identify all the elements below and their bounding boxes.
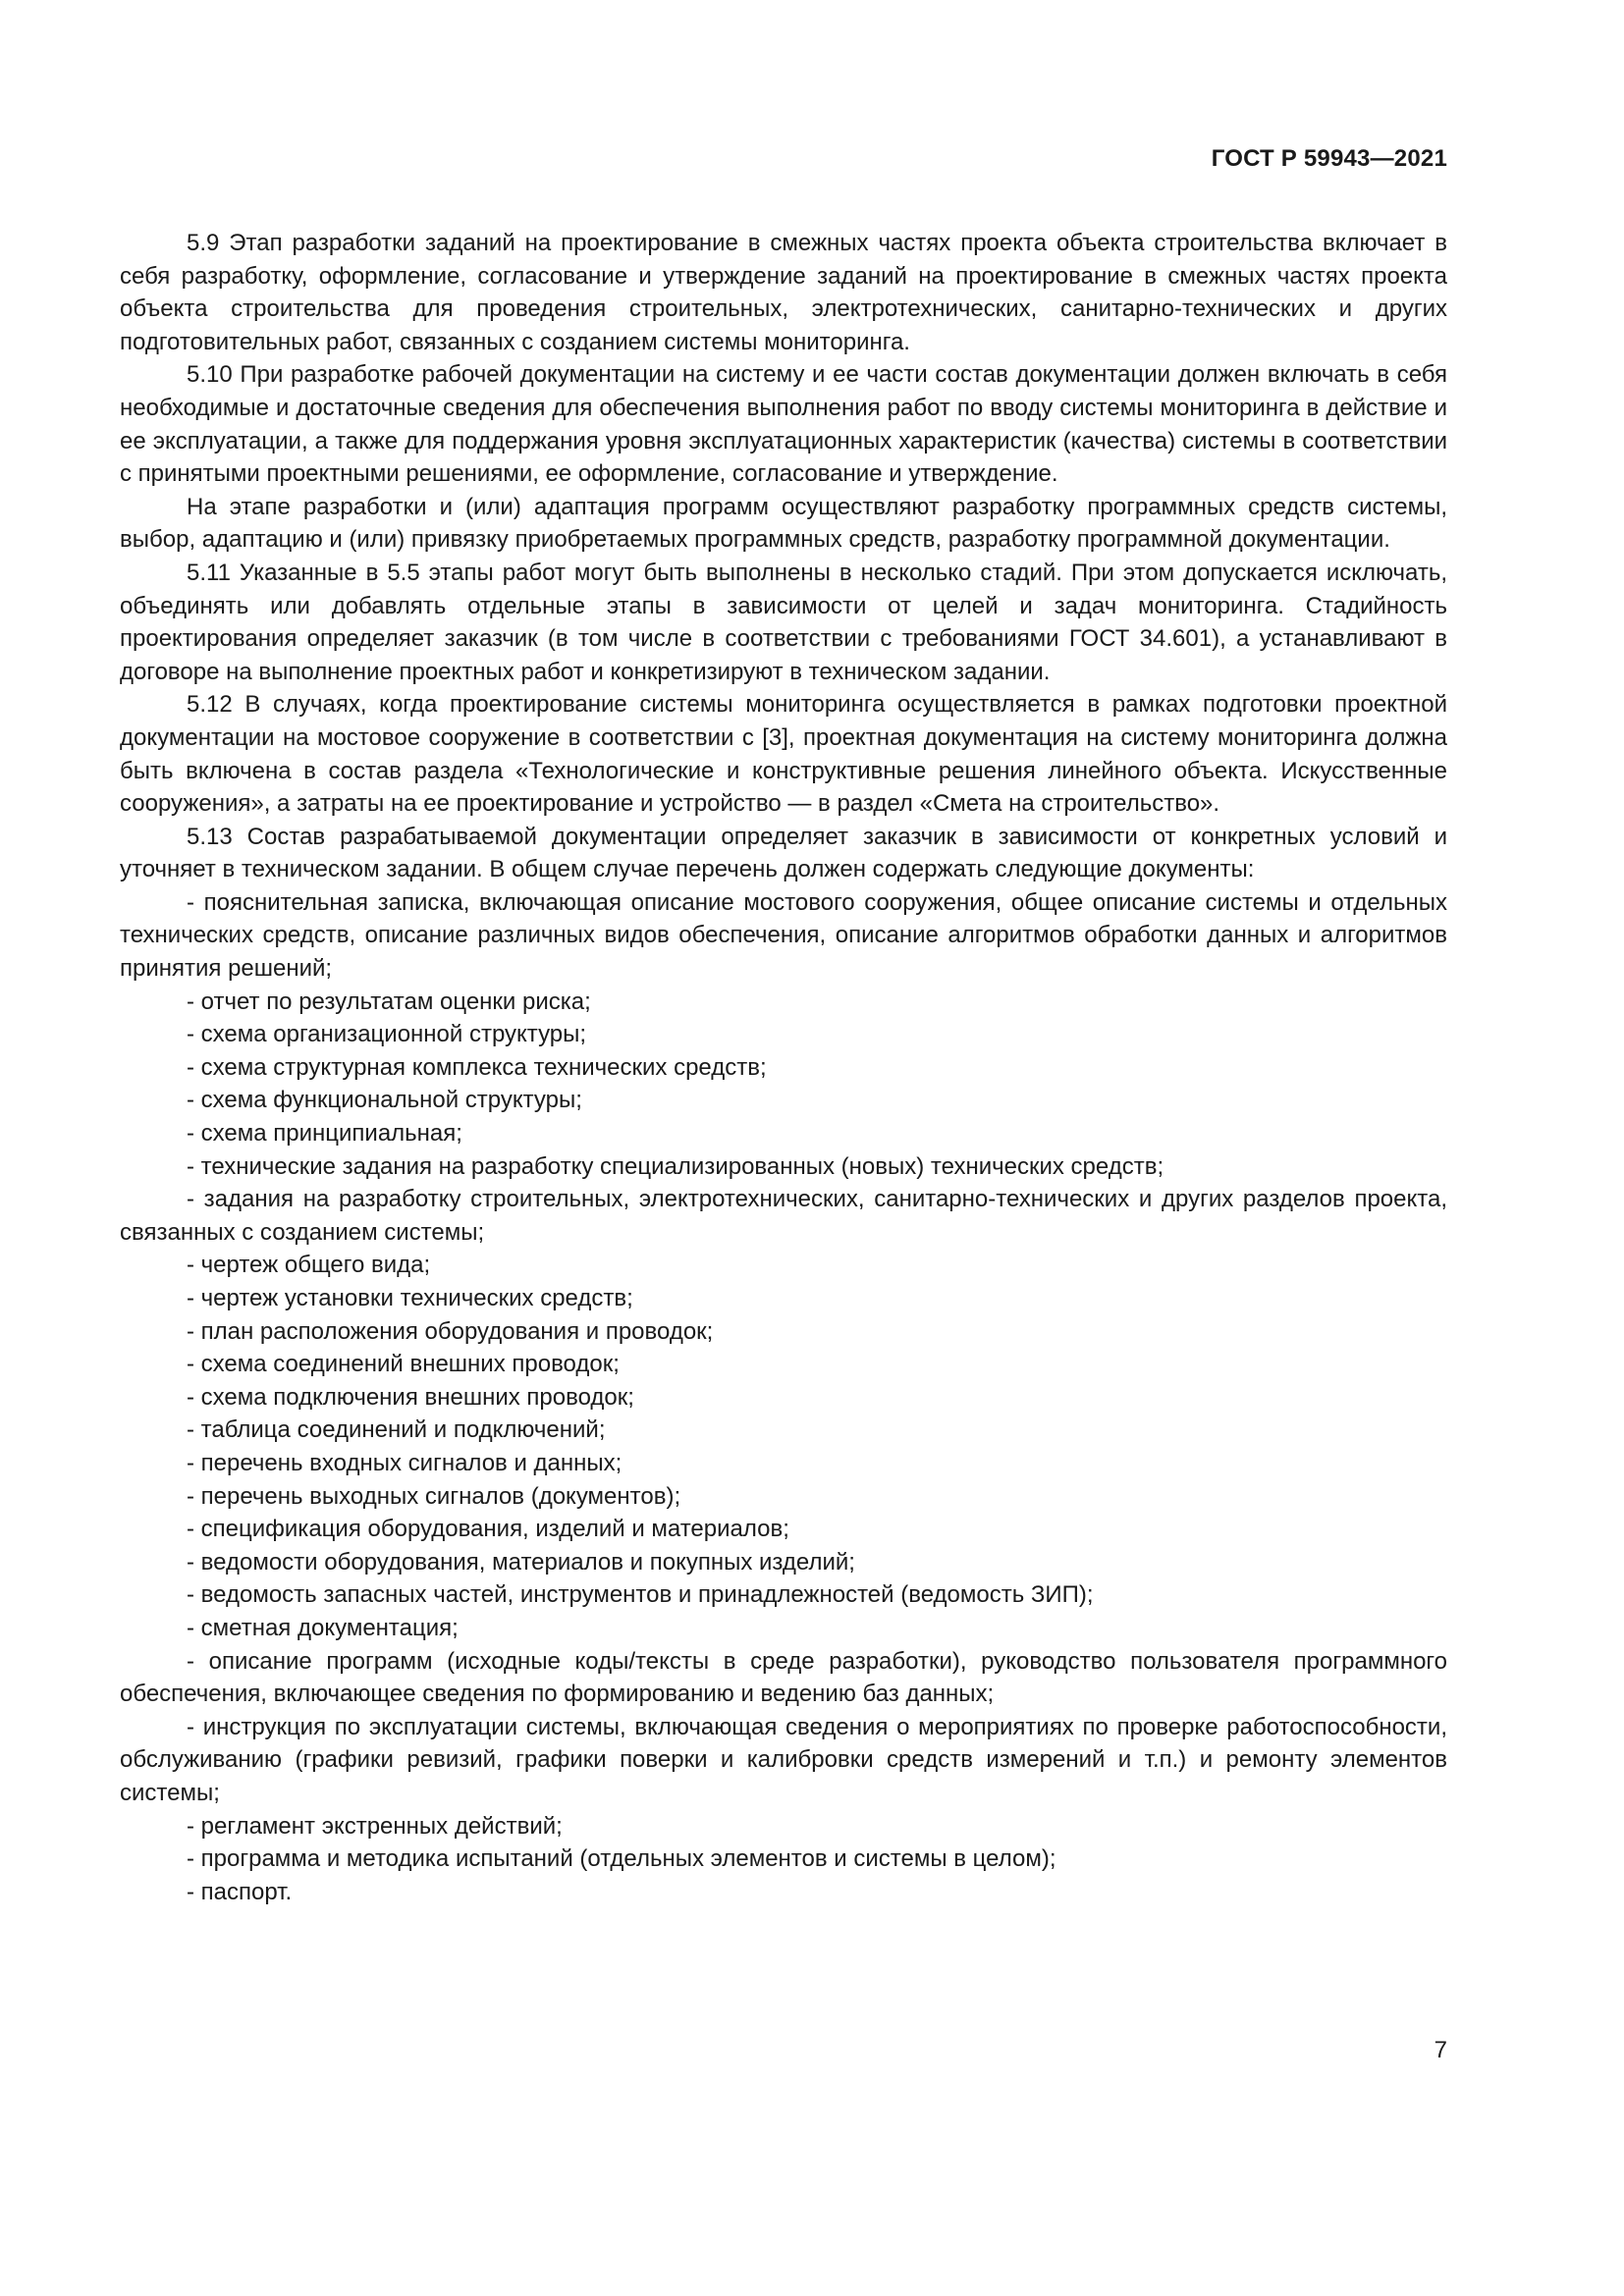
document-list [120, 886, 1447, 1908]
list-item: - ведомости оборудования, материалов и покупных изделий; [187, 1548, 855, 1575]
list-item: - чертеж общего вида; [187, 1252, 431, 1279]
list-item: - план расположения оборудования и проводок; [187, 1317, 714, 1345]
list-item: - перечень входных сигналов и данных; [187, 1449, 623, 1476]
paragraph-5-10: 5.10 При разработке рабочей документации на систему и ее части состав документации должен включать в себя необходимые и достаточные сведения для обеспечения выполнения работ по вводу системы мониторинга в действие и ее эксплуатации, а также для поддержания уровня эксплуатационных характеристик (качества) системы в соответствии с принятыми проектными решениями, ее оформление, согласование и утверждение. [120, 361, 1447, 488]
list-item: - перечень выходных сигналов (документов); [187, 1482, 681, 1510]
list-item: - отчет по результатам оценки риска; [187, 988, 591, 1015]
list-item: - таблица соединений и подключений; [187, 1416, 606, 1444]
list-item: - схема организационной структуры; [187, 1021, 587, 1048]
list-item: - описание программ (исходные коды/тексты в среде разработки), руководство пользователя программного обеспечения, включающее сведения по формированию и ведению баз данных; [120, 1647, 1447, 1708]
document-body [120, 227, 1447, 1908]
paragraph-5-9: 5.9 Этап разработки заданий на проектирование в смежных частях проекта объекта строительства включает в себя разработку, оформление, согласование и утверждение заданий на проектирование в смежных частях проекта объекта строительства для проведения строительных, электротехнических, санитарно-технических и других подготовительных работ, связанных с созданием системы мониторинга. [120, 230, 1447, 355]
list-item: - паспорт. [187, 1878, 293, 1905]
list-item: - схема соединений внешних проводок; [187, 1351, 620, 1378]
list-item: - регламент экстренных действий; [187, 1812, 563, 1840]
list-item: - технические задания на разработку специализированных (новых) технических средств; [187, 1152, 1164, 1180]
list-item: - схема принципиальная; [187, 1120, 462, 1148]
page-number: 7 [1434, 2037, 1447, 2063]
list-item: - чертеж установки технических средств; [187, 1285, 633, 1311]
list-item: - инструкция по эксплуатации системы, включающая сведения о мероприятиях по проверке работоспособности, обслуживанию (графики ревизий, графики поверки и калибровки средств измерений и т.п.) и ремонту элементов системы; [120, 1713, 1447, 1806]
list-item: - пояснительная записка, включающая описание мостового сооружения, общее описание системы и отдельных технических средств, описание различных видов обеспечения, описание алгоритмов обработки данных и алгоритмов принятия решений; [120, 888, 1447, 983]
paragraph-5-12: 5.12 В случаях, когда проектирование системы мониторинга осуществляется в рамках подготовки проектной документации на мостовое сооружение в соответствии с [3], проектная документация на систему мониторинга должна быть включена в состав раздела «Технологические и конструктивные решения линейного объекта. Искусственные сооружения», а затраты на ее проектирование и устройство — в раздел «Смета на строительство». [120, 691, 1447, 818]
list-item: - схема подключения внешних проводок; [187, 1383, 634, 1411]
list-item: - ведомость запасных частей, инструментов и принадлежностей (ведомость ЗИП); [187, 1581, 1094, 1609]
list-item: - спецификация оборудования, изделий и материалов; [187, 1516, 789, 1543]
list-item: - сметная документация; [187, 1614, 459, 1641]
paragraph-programs: На этапе разработки и (или) адаптация программ осуществляют разработку программных средств системы, выбор, адаптацию и (или) привязку приобретаемых программных средств, разработку программной документации. [120, 493, 1447, 554]
document-designation: ГОСТ Р 59943—2021 [1211, 145, 1447, 172]
paragraph-5-13: 5.13 Состав разрабатываемой документации определяет заказчик в зависимости от конкретных условий и уточняет в техническом задании. В общем случае перечень должен содержать следующие документы: [120, 823, 1447, 883]
list-item: - схема функциональной структуры; [187, 1087, 582, 1114]
list-item: - схема структурная комплекса технических средств; [187, 1053, 767, 1081]
list-item: - задания на разработку строительных, электротехнических, санитарно-технических и других разделов проекта, связанных с созданием системы; [120, 1186, 1447, 1246]
paragraph-5-11: 5.11 Указанные в 5.5 этапы работ могут быть выполнены в несколько стадий. При этом допускается исключать, объединять или добавлять отдельные этапы в зависимости от целей и задач мониторинга. Стадийность проектирования определяет заказчик (в том числе в соответствии с требованиями ГОСТ 34.601), а устанавливают в договоре на выполнение проектных работ и конкретизируют в техническом задании. [120, 559, 1447, 685]
list-item: - программа и методика испытаний (отдельных элементов и системы в целом); [187, 1845, 1056, 1873]
